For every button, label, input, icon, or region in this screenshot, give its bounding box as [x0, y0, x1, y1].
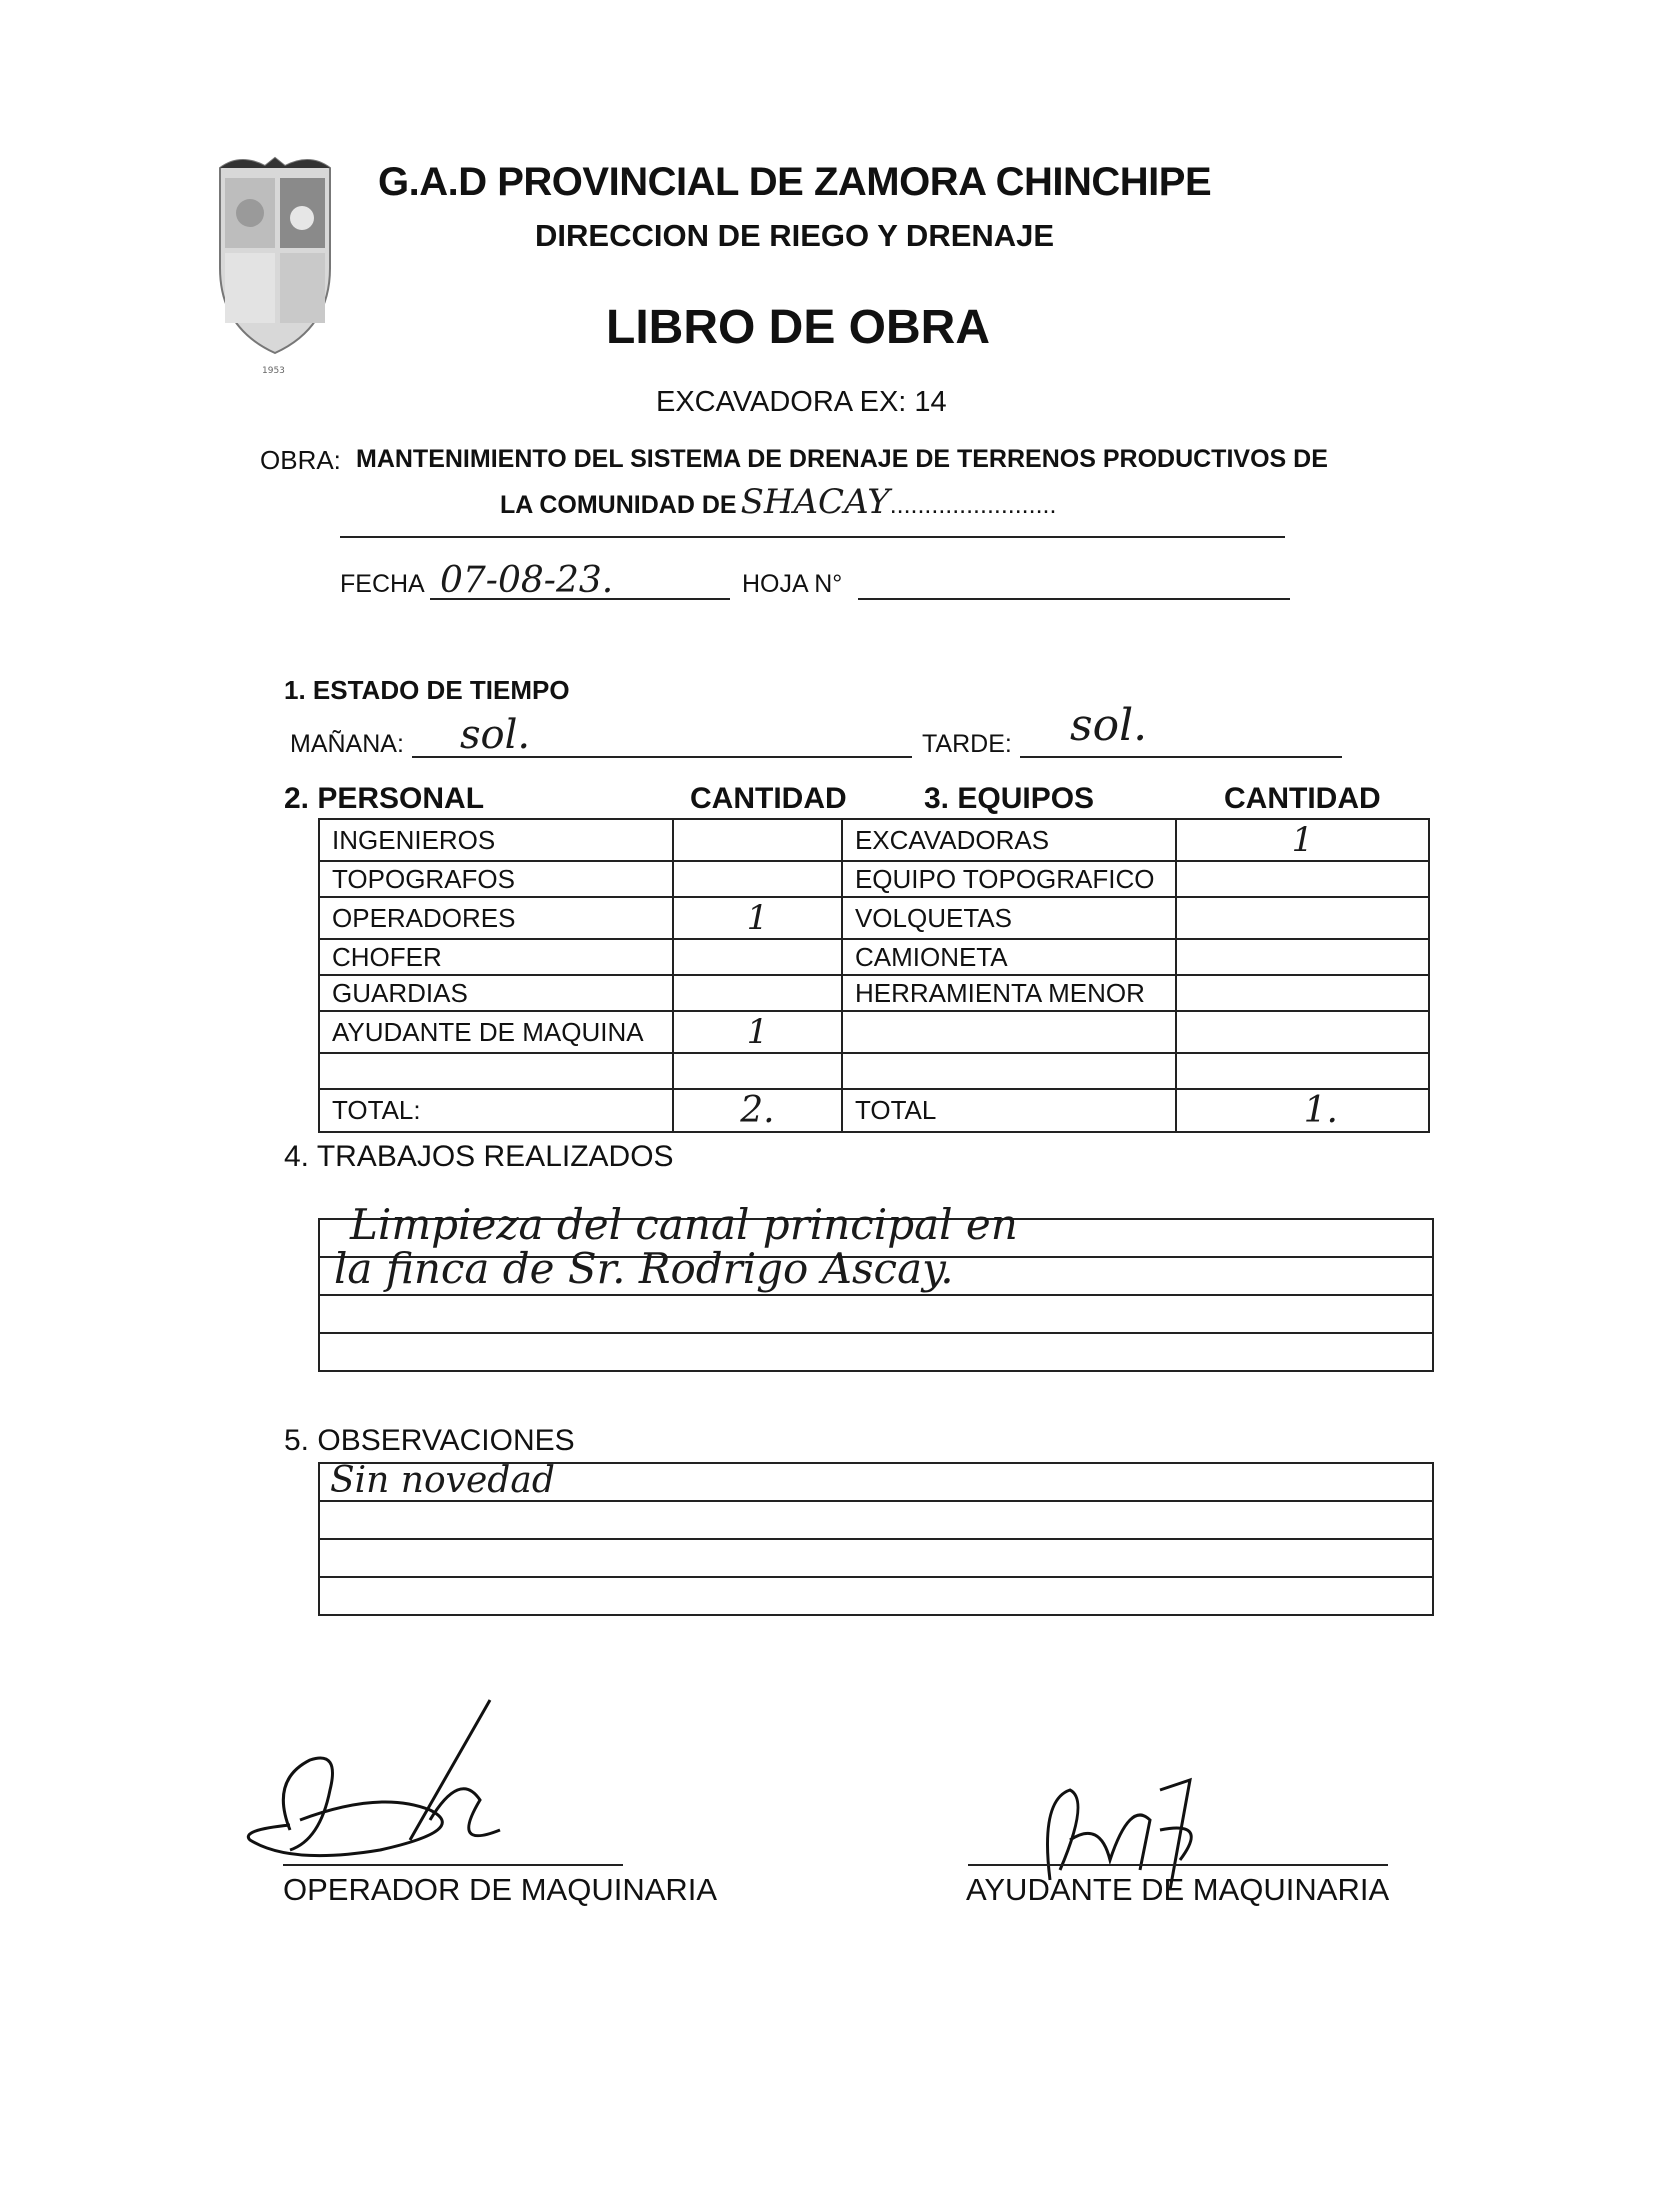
- provincial-seal-logo: [200, 148, 350, 378]
- equipos-qty: [1176, 975, 1429, 1011]
- tiempo-heading: 1. ESTADO DE TIEMPO: [284, 675, 570, 705]
- equipos-label: HERRAMIENTA MENOR: [842, 975, 1176, 1011]
- personal-qty: [673, 819, 842, 861]
- table-row: [319, 861, 1429, 897]
- operator-signature: [230, 1690, 570, 1880]
- equipos-total-value: 1.: [1176, 1089, 1429, 1132]
- assistant-signature-line: [968, 1864, 1388, 1866]
- personal-qty: [673, 1053, 842, 1089]
- trabajos-text-line1: Limpieza del canal principal en: [350, 1200, 1018, 1249]
- observaciones-line: [320, 1578, 1432, 1614]
- trabajos-heading: 4. TRABAJOS REALIZADOS: [284, 1140, 674, 1173]
- equipos-total-label: TOTAL: [842, 1089, 1176, 1132]
- equipos-label: EXCAVADORAS: [842, 819, 1176, 861]
- equipos-label: [842, 1011, 1176, 1053]
- personal-qty: [673, 939, 842, 975]
- equipos-qty: 1: [1176, 819, 1429, 861]
- table-row: [319, 819, 1429, 861]
- page-title: LIBRO DE OBRA: [606, 301, 990, 354]
- equipos-heading: 3. EQUIPOS: [924, 782, 1095, 815]
- dept-title: DIRECCION DE RIEGO Y DRENAJE: [535, 218, 1055, 253]
- table-row: [319, 1011, 1429, 1053]
- personal-heading: 2. PERSONAL: [284, 782, 485, 815]
- trabajos-line: [320, 1244, 1432, 1296]
- personal-qty: [673, 861, 842, 897]
- observaciones-box: [318, 1462, 1434, 1616]
- equipos-qty: [1176, 1011, 1429, 1053]
- personal-qty: 1: [673, 1011, 842, 1053]
- personal-cantidad-header: CANTIDAD: [690, 782, 847, 815]
- community-dots: ........................: [889, 491, 1057, 519]
- equipos-qty: [1176, 1053, 1429, 1089]
- tarde-label: TARDE:: [922, 730, 1012, 758]
- org-title: G.A.D PROVINCIAL DE ZAMORA CHINCHIPE: [378, 160, 1212, 204]
- tarde-value: sol.: [1070, 700, 1148, 751]
- personal-label: [319, 1053, 673, 1089]
- equipos-label: VOLQUETAS: [842, 897, 1176, 939]
- personal-total-value: 2.: [673, 1089, 842, 1132]
- trabajos-line: [320, 1334, 1432, 1370]
- observaciones-text: Sin novedad: [330, 1460, 555, 1501]
- personal-label: INGENIEROS: [319, 819, 673, 861]
- tarde-underline: [1020, 756, 1342, 758]
- manana-underline: [412, 756, 912, 758]
- personal-label: GUARDIAS: [319, 975, 673, 1011]
- fecha-underline: [430, 598, 730, 600]
- obra-line2: [500, 482, 1056, 522]
- obra-description: MANTENIMIENTO DEL SISTEMA DE DRENAJE DE TERRENOS PRODUCTIVOS DE: [356, 445, 1328, 473]
- obra-label: OBRA:: [260, 445, 341, 475]
- trabajos-line: [320, 1296, 1432, 1334]
- observaciones-line: [320, 1460, 1432, 1502]
- personal-total-label: TOTAL:: [319, 1089, 673, 1132]
- personal-qty: [673, 975, 842, 1011]
- equipos-label: CAMIONETA: [842, 939, 1176, 975]
- manana-label: MAÑANA:: [290, 730, 404, 758]
- personal-label: AYUDANTE DE MAQUINA: [319, 1011, 673, 1053]
- table-row: [319, 939, 1429, 975]
- personal-label: OPERADORES: [319, 897, 673, 939]
- personal-label: TOPOGRAFOS: [319, 861, 673, 897]
- trabajos-text-line2: la finca de Sr. Rodrigo Ascay.: [334, 1244, 954, 1293]
- table-row: [319, 1089, 1429, 1132]
- community-value: SHACAY: [740, 482, 890, 522]
- fecha-value: 07-08-23.: [440, 560, 614, 601]
- fecha-label: FECHA: [340, 570, 425, 598]
- svg-text:1953: 1953: [262, 366, 285, 376]
- machine-label: EXCAVADORA EX: 14: [656, 386, 947, 418]
- obra-underline: [340, 536, 1285, 538]
- personal-qty: 1: [673, 897, 842, 939]
- table-row: [319, 1053, 1429, 1089]
- observaciones-line: [320, 1502, 1432, 1540]
- operator-signature-caption: OPERADOR DE MAQUINARIA: [283, 1872, 718, 1907]
- community-label: LA COMUNIDAD DE: [500, 491, 737, 519]
- equipos-qty: [1176, 897, 1429, 939]
- operator-signature-line: [283, 1864, 623, 1866]
- assistant-signature-caption: AYUDANTE DE MAQUINARIA: [966, 1872, 1390, 1907]
- manana-value: sol.: [460, 712, 531, 758]
- equipos-cantidad-header: CANTIDAD: [1224, 782, 1381, 815]
- table-row: [319, 897, 1429, 939]
- observaciones-line: [320, 1540, 1432, 1578]
- equipos-qty: [1176, 861, 1429, 897]
- personal-label: CHOFER: [319, 939, 673, 975]
- trabajos-box: [318, 1200, 1434, 1372]
- equipos-label: [842, 1053, 1176, 1089]
- personal-equipos-table: [318, 818, 1430, 1133]
- hoja-underline: [858, 598, 1290, 600]
- table-row: [319, 975, 1429, 1011]
- observaciones-heading: 5. OBSERVACIONES: [284, 1424, 575, 1457]
- equipos-label: EQUIPO TOPOGRAFICO: [842, 861, 1176, 897]
- hoja-label: HOJA N°: [742, 570, 843, 598]
- equipos-qty: [1176, 939, 1429, 975]
